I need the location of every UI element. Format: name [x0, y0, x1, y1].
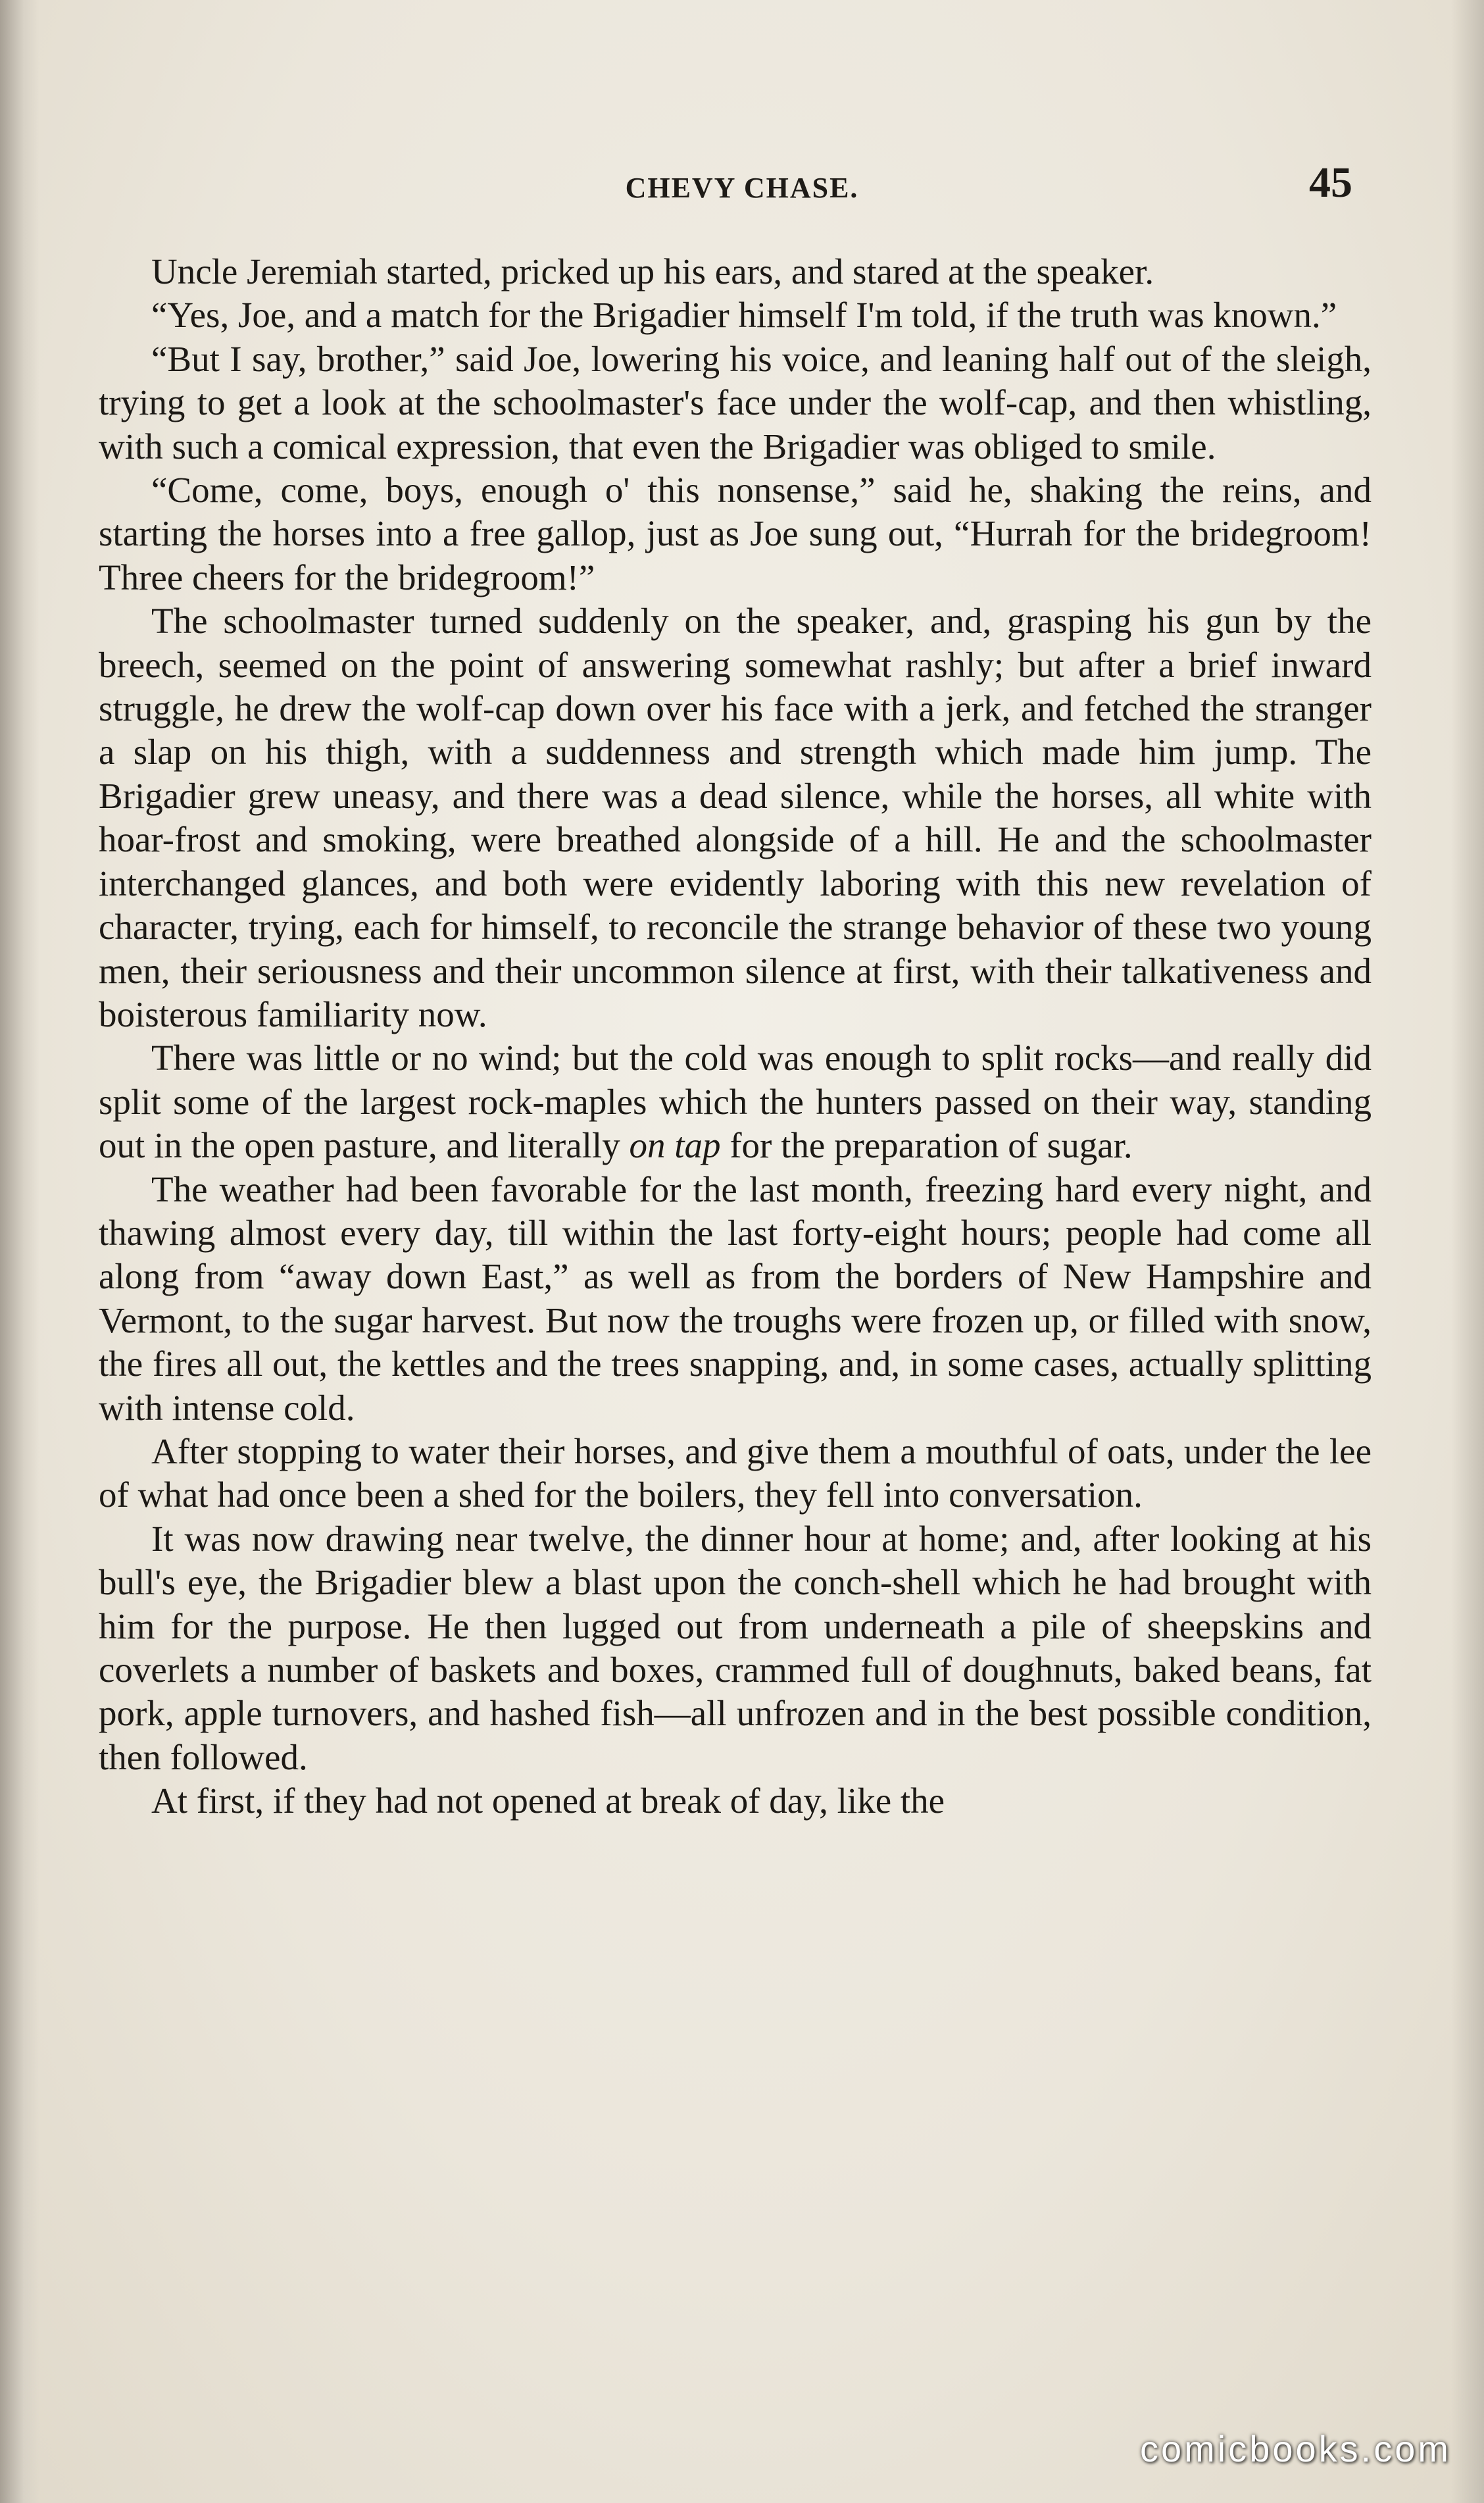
running-head: CHEVY CHASE.	[625, 172, 859, 204]
paragraph-5: The schoolmaster turned suddenly on the speaker, and, grasping his gun by the breech, seemed on the point of answering somewhat rashly; but after a brief inward struggle, he drew the wolf-cap down over his face with a jerk, and fetched the stranger a slap on his thigh, with a suddenness and strength which made him jump. The Brigadier grew uneasy, and there was a dead silence, while the horses, all white with hoar-frost and smoking, were breathed alongside of a hill. He and the schoolmaster interchanged glances, and both were evidently laboring with this new revelation of character, trying, each for himself, to reconcile the strange behavior of these two young men, their seriousness and their uncommon silence at first, with their talkativeness and boisterous familiarity now.	[99, 601, 1372, 1034]
page-left-shadow	[0, 0, 39, 2503]
paragraph-9: It was now drawing near twelve, the dinner hour at home; and, after looking at his bull's eye, the Brigadier blew a blast upon the conch-shell which he had brought with him for the purpose. He then lugged out from underneath a pile of sheepskins and coverlets a number of baskets and boxes, crammed full of doughnuts, baked beans, fat pork, apple turnovers, and hashed fish—all unfrozen and in the best possible condition, then followed.	[99, 1518, 1372, 1777]
paragraph-10: At first, if they had not opened at break of day, like the	[151, 1781, 945, 1821]
paragraph-1: Uncle Jeremiah started, pricked up his ears, and stared at the speaker.	[151, 251, 1154, 291]
watermark: comicbooks.com	[1139, 2428, 1451, 2469]
paragraph-4: “Come, come, boys, enough o' this nonsense,” said he, shaking the reins, and starting the horses into a free gallop, just as Joe sung out, “Hurrah for the bridegroom! Three cheers for the bridegroom!”	[99, 470, 1372, 597]
paragraph-6-end: for the preparation of sugar.	[720, 1125, 1133, 1166]
page-header	[99, 158, 1385, 217]
paragraph-3: “But I say, brother,” said Joe, lowering his voice, and leaning half out of the sleigh, trying to get a look at the schoolmaster's face under the wolf-cap, and then whistling, with such a comical expression, that even the Brigadier was obliged to smile.	[99, 338, 1372, 467]
page-right-shadow	[1451, 0, 1484, 2503]
paragraph-6-start: There was little or no wind; but the cold was enough to split rocks—and really did split some of the largest rock-maples which the hunters passed on their way, standing out in the open pasture, and literally	[99, 1038, 1372, 1166]
page-number: 45	[1309, 159, 1352, 207]
paragraph-6	[99, 1036, 1372, 1167]
paragraph-7: The weather had been favorable for the last month, freezing hard every night, and thawing almost every day, till within the last forty-eight hours; people had come all along from “away down East,” as well as from the borders of New Hampshire and Vermont, to the sugar harvest. But now the troughs were frozen up, or filled with snow, the fires all out, the kettles and the trees snapping, and, in some cases, actually splitting with intense cold.	[99, 1169, 1372, 1428]
paragraph-2: “Yes, Joe, and a match for the Brigadier himself I'm told, if the truth was known.”	[151, 295, 1337, 336]
paragraph-6-italic: on tap	[629, 1125, 721, 1166]
paragraph-8: After stopping to water their horses, and give them a mouthful of oats, under the lee of what had once been a shed for the boilers, they fell into conversation.	[99, 1430, 1372, 1515]
page-body	[99, 250, 1372, 1823]
